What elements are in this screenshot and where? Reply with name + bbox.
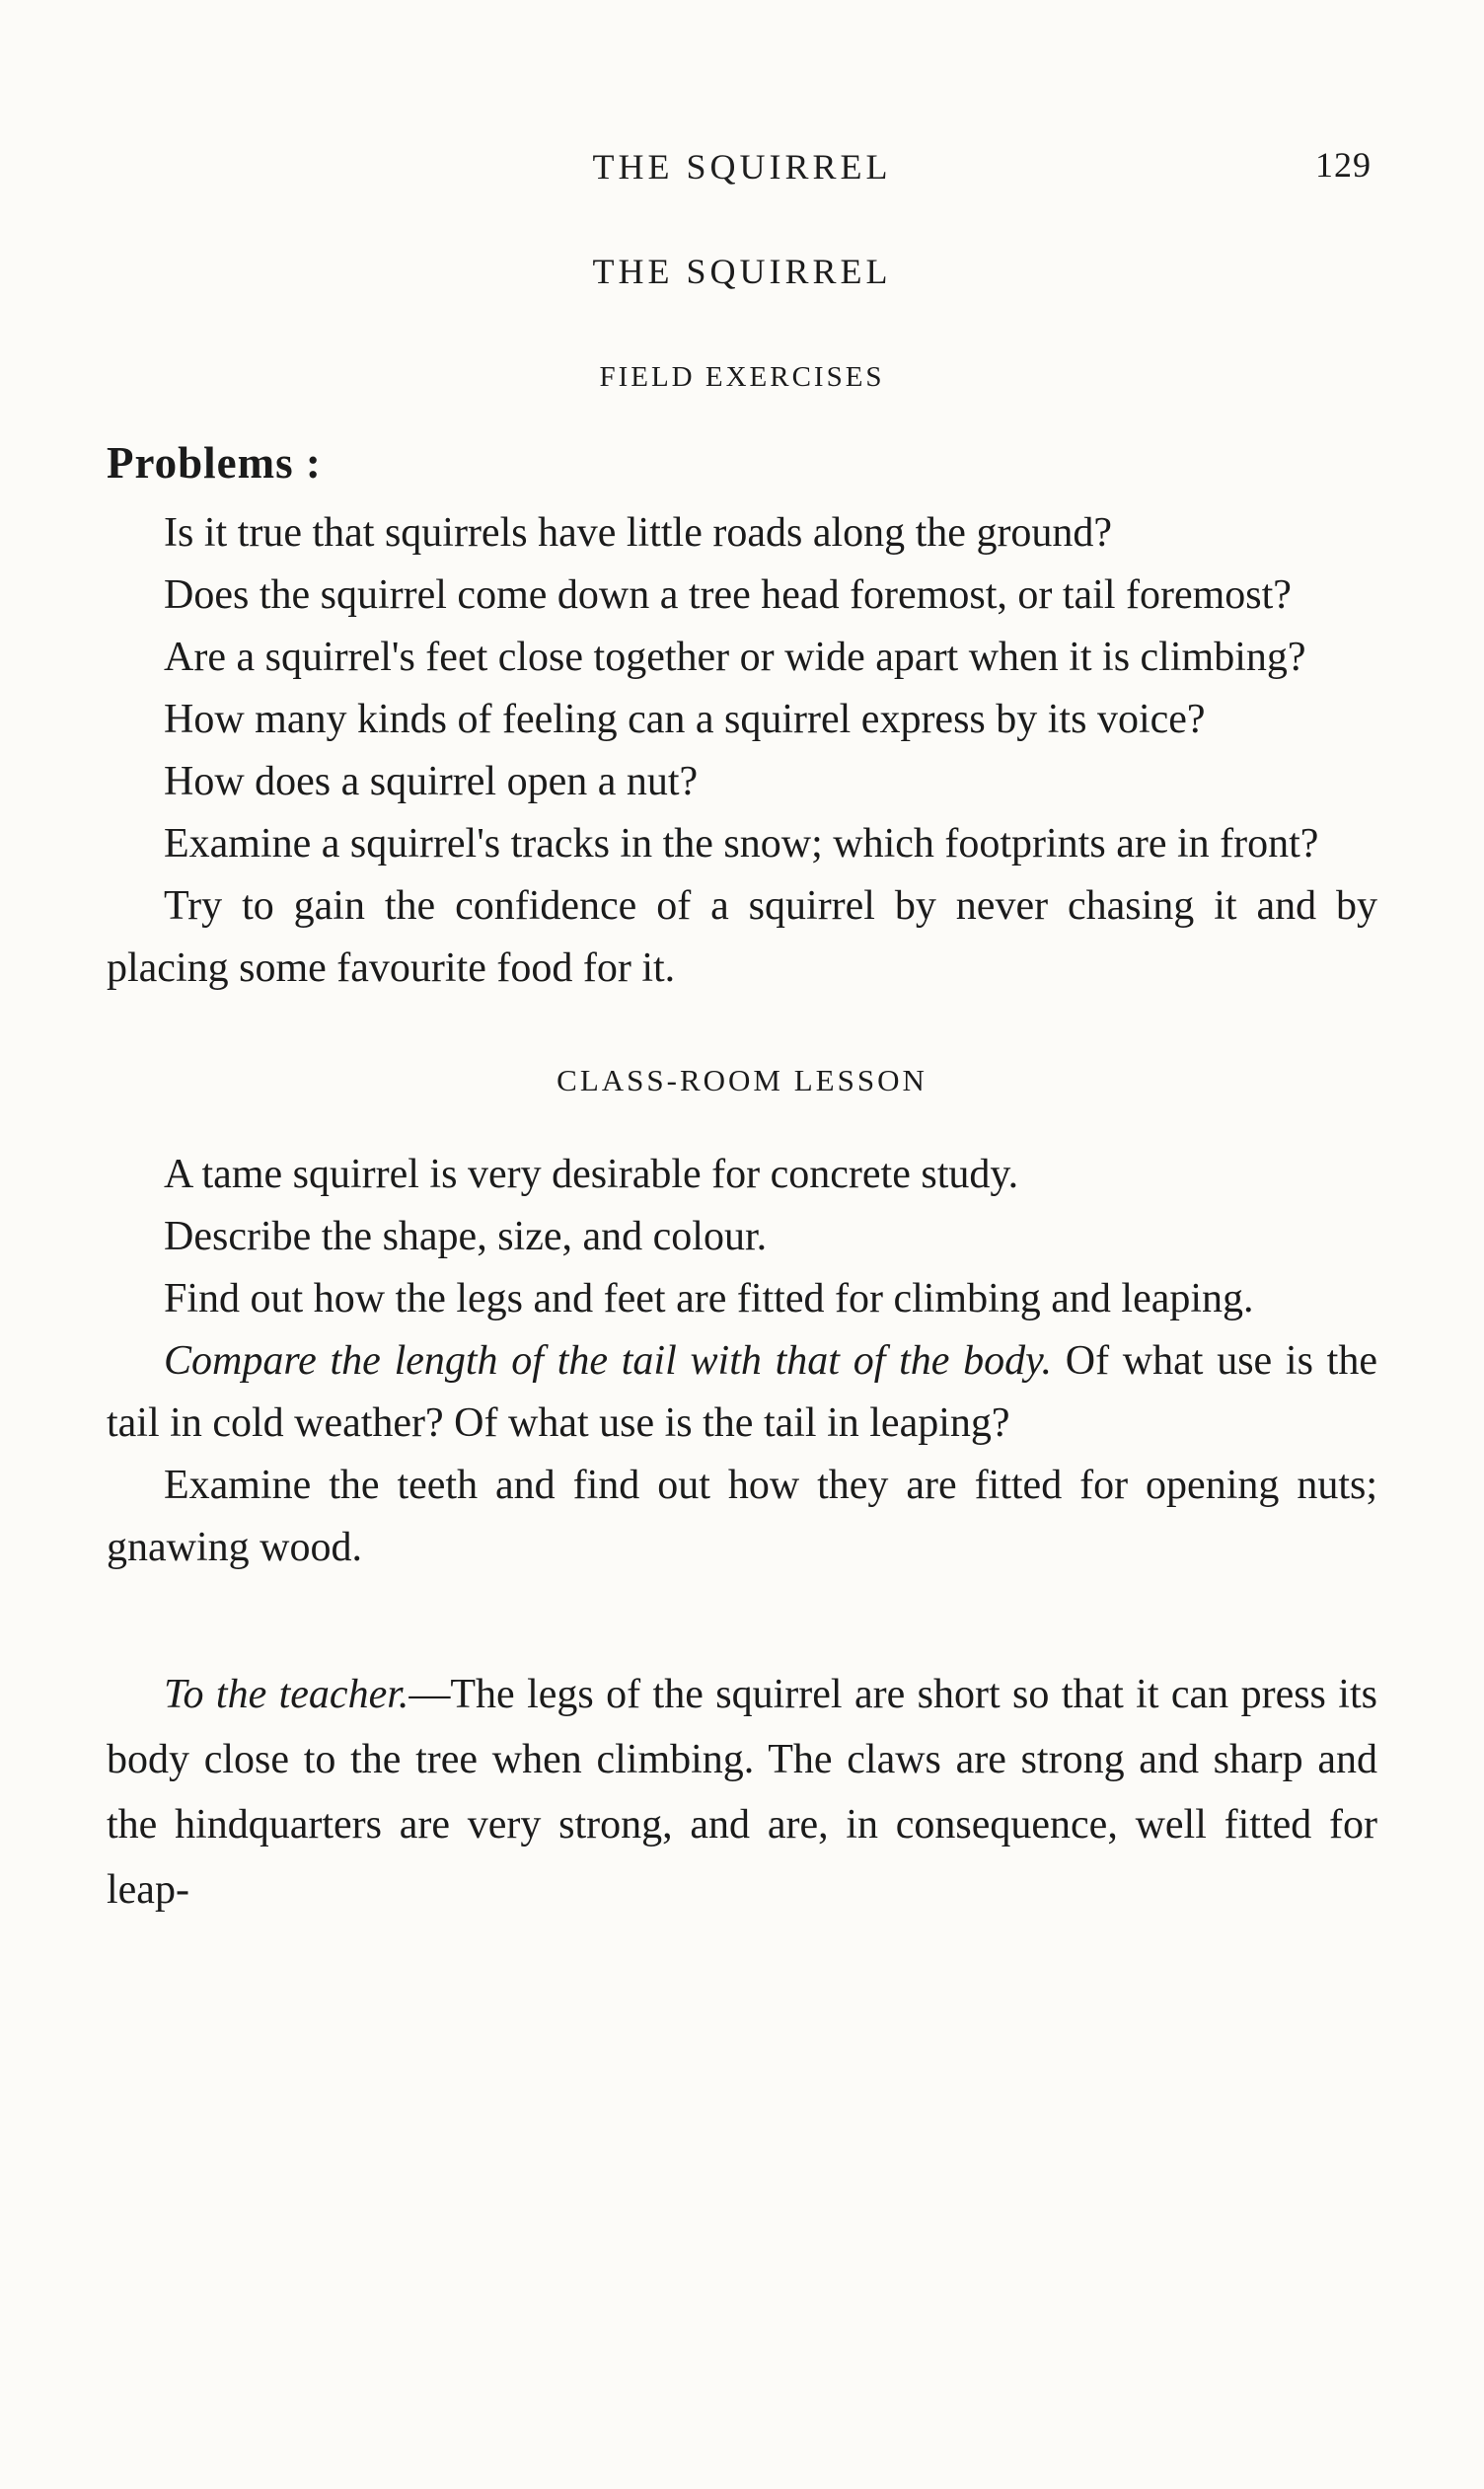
page-number: 129	[1315, 145, 1372, 185]
lesson-paragraph: A tame squirrel is very desirable for concrete study.	[164, 1152, 1019, 1197]
running-header	[107, 146, 1377, 193]
section-heading-field-exercises: FIELD EXERCISES	[599, 361, 885, 393]
chapter-title: THE SQUIRREL	[592, 252, 892, 291]
lesson-paragraph: Examine the teeth and find out how they are fitted for opening nuts; gnawing wood.	[107, 1463, 1377, 1570]
compare-italic-sentence: Compare the length of the tail with that of the body.	[164, 1338, 1052, 1384]
teacher-note-paragraph	[107, 1662, 1377, 1923]
problem-paragraph: How many kinds of feeling can a squirrel express by its voice?	[164, 697, 1206, 742]
problem-paragraph: Are a squirrel's feet close together or wide apart when it is climbing?	[164, 635, 1306, 680]
lesson-paragraph-compare	[107, 1330, 1377, 1455]
problem-paragraph: Does the squirrel come down a tree head foremost, or tail foremost?	[164, 572, 1292, 618]
running-head-title: THE SQUIRREL	[592, 147, 892, 187]
lesson-paragraph: Find out how the legs and feet are fitted for climbing and leaping.	[164, 1276, 1254, 1321]
problem-paragraph: Is it true that squirrels have little roads along the ground?	[164, 510, 1113, 556]
problem-paragraph: Examine a squirrel's tracks in the snow; which footprints are in front?	[164, 821, 1319, 867]
compare-rest-text: Of what use is the tail in cold weather? Of what use is the tail in leaping?	[107, 1338, 1377, 1446]
section-heading-classroom-lesson: CLASS-ROOM LESSON	[556, 1063, 928, 1097]
teacher-note-text: —The legs of the squirrel are short so that it can press its body close to the tree when climbing. The claws are strong and sharp and the hindquarters are very strong, and are, in consequence, well fitted for leap-	[107, 1672, 1377, 1913]
lesson-paragraph: Describe the shape, size, and colour.	[164, 1214, 768, 1259]
teacher-note-lead: To the teacher.	[164, 1672, 409, 1717]
problems-label: Problems :	[107, 438, 322, 488]
problem-paragraph: How does a squirrel open a nut?	[164, 759, 699, 804]
problem-paragraph: Try to gain the confidence of a squirrel by never chasing it and by placing some favourite food for it.	[107, 883, 1377, 991]
